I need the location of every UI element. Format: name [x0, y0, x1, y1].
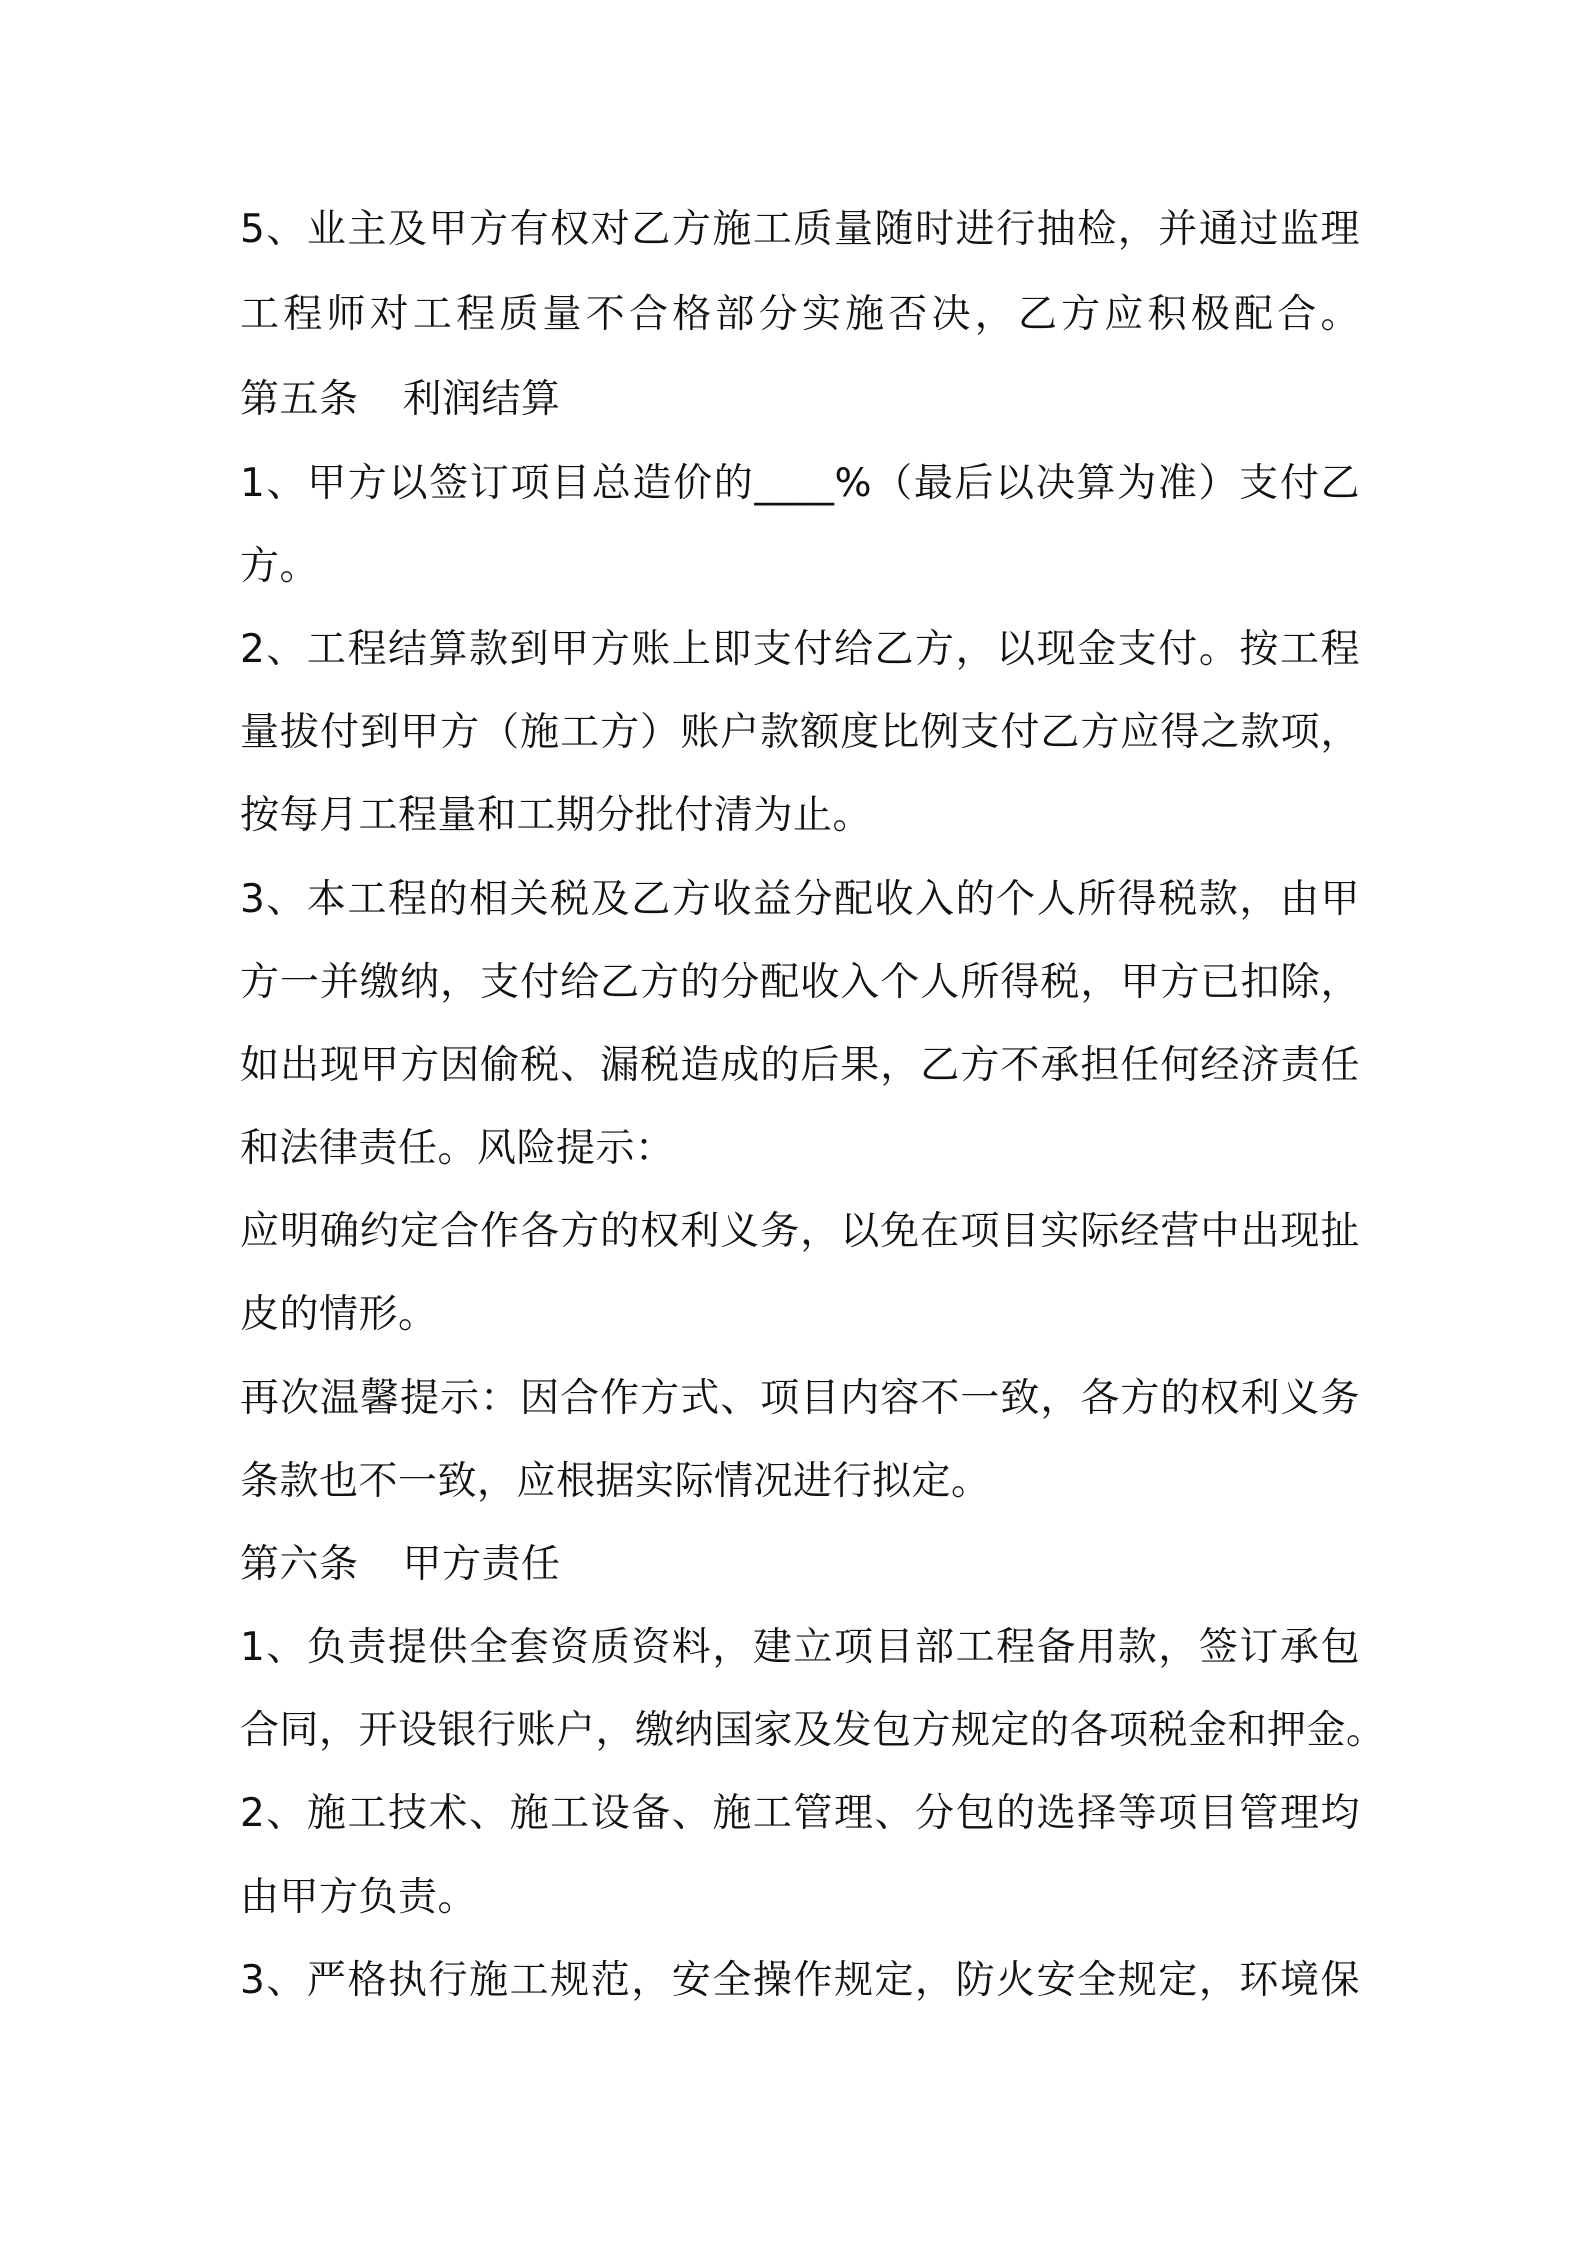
article-number: 第五条: [240, 377, 359, 422]
text-line: 工程师对工程质量不合格部分实施否决，乙方应积极配合。: [240, 292, 1360, 337]
text-line: 合同，开设银行账户，缴纳国家及发包方规定的各项税金和押金。: [240, 1708, 1386, 1753]
text-line: 和法律责任。风险提示：: [240, 1126, 675, 1171]
text-line: 方一并缴纳，支付给乙方的分配收入个人所得税，甲方已扣除，: [240, 960, 1360, 1005]
article-title: 利润结算: [402, 377, 561, 422]
text-line: 3、严格执行施工规范，安全操作规定，防火安全规定，环境保: [240, 1958, 1360, 2003]
text-line: 2、工程结算款到甲方账上即支付给乙方，以现金支付。按工程: [240, 627, 1360, 672]
article-number: 第六条: [240, 1542, 359, 1587]
text-line: 如出现甲方因偷税、漏税造成的后果，乙方不承担任何经济责任: [240, 1043, 1360, 1088]
text-line: 5、业主及甲方有权对乙方施工质量随时进行抽检，并通过监理: [240, 207, 1360, 252]
text-line: 再次温馨提示：因合作方式、项目内容不一致，各方的权利义务: [240, 1376, 1360, 1421]
text-line: 皮的情形。: [240, 1292, 438, 1337]
text-line: 2、施工技术、施工设备、施工管理、分包的选择等项目管理均: [240, 1791, 1360, 1836]
text-line: 应明确约定合作各方的权利义务，以免在项目实际经营中出现扯: [240, 1209, 1360, 1254]
text-line: 方。: [240, 544, 320, 589]
text-line: 条款也不一致，应根据实际情况进行拟定。: [240, 1459, 991, 1504]
article-heading: [240, 1523, 1360, 1607]
text-line: 按每月工程量和工期分批付清为止。: [240, 793, 873, 838]
text-line: 1、甲方以签订项目总造价的____%（最后以决算为准）支付乙: [240, 461, 1360, 506]
text-line: 量拔付到甲方（施工方）账户款额度比例支付乙方应得之款项，: [240, 710, 1360, 755]
text-line: 由甲方负责。: [240, 1875, 478, 1920]
article-title: 甲方责任: [402, 1542, 561, 1587]
text-line: 3、本工程的相关税及乙方收益分配收入的个人所得税款，由甲: [240, 877, 1360, 922]
text-line: 1、负责提供全套资质资料，建立项目部工程备用款，签订承包: [240, 1625, 1360, 1670]
article-heading: [240, 358, 1360, 442]
